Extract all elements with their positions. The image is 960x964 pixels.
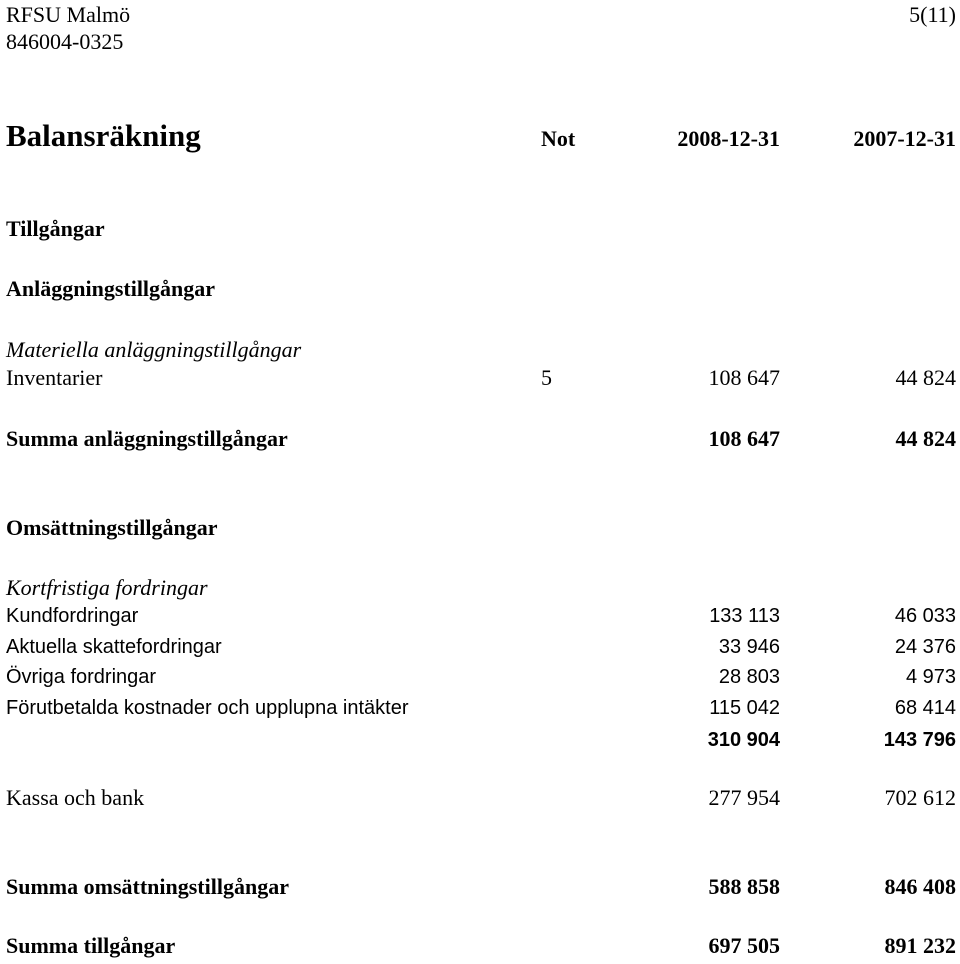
row-label-sum-current-assets: Summa omsättningstillgångar bbox=[6, 874, 289, 899]
row-label: Aktuella skattefordringar bbox=[6, 636, 222, 658]
section-heading-current-assets: Omsättningstillgångar bbox=[6, 515, 218, 540]
row-value-2008: 108 647 bbox=[708, 365, 780, 390]
row-value-2008: 133 113 bbox=[709, 605, 780, 627]
row-value-2007: 46 033 bbox=[894, 605, 956, 627]
organization-number: 846004-0325 bbox=[6, 29, 124, 54]
row-value-2007: 44 824 bbox=[895, 365, 956, 390]
row-note-inventory: 5 bbox=[541, 365, 552, 390]
subtotal-value-2007: 143 796 bbox=[883, 729, 956, 751]
page-number: 5(11) bbox=[909, 2, 956, 27]
section-heading-fixed-assets: Anläggningstillgångar bbox=[6, 276, 216, 301]
row-value-2007: 846 408 bbox=[884, 874, 956, 899]
row-value-2008: 115 042 bbox=[709, 697, 780, 719]
row-value-2007: 891 232 bbox=[884, 933, 956, 958]
row-value-2008: 697 505 bbox=[708, 933, 780, 958]
row-label: Kundfordringar bbox=[6, 605, 139, 627]
row-label-cash: Kassa och bank bbox=[6, 785, 145, 810]
row-value-2007: 24 376 bbox=[894, 636, 956, 658]
row-value-2008: 28 803 bbox=[718, 666, 780, 688]
row-value-2008: 108 647 bbox=[708, 426, 780, 451]
row-value-2008: 588 858 bbox=[708, 874, 780, 899]
row-label-inventory: Inventarier bbox=[6, 365, 103, 390]
row-value-2007: 44 824 bbox=[895, 426, 956, 451]
row-value-2008: 277 954 bbox=[708, 785, 780, 810]
row-value-2007: 702 612 bbox=[884, 785, 956, 810]
page-title: Balansräkning bbox=[6, 118, 201, 153]
row-label: Förutbetalda kostnader och upplupna intäkter bbox=[6, 697, 409, 719]
column-header-2008: 2008-12-31 bbox=[677, 126, 780, 151]
row-value-2007: 68 414 bbox=[894, 697, 956, 719]
subheading-tangible-fixed-assets: Materiella anläggningstillgångar bbox=[6, 337, 302, 362]
organization-name: RFSU Malmö bbox=[6, 2, 131, 27]
row-label-sum-assets: Summa tillgångar bbox=[6, 933, 176, 958]
row-value-2008: 33 946 bbox=[718, 636, 780, 658]
subtotal-value-2008: 310 904 bbox=[707, 729, 780, 751]
section-heading-assets: Tillgångar bbox=[6, 216, 105, 241]
column-header-note: Not bbox=[541, 126, 576, 151]
column-header-2007: 2007-12-31 bbox=[853, 126, 956, 151]
subheading-short-term-receivables: Kortfristiga fordringar bbox=[6, 575, 208, 600]
row-label-sum-fixed-assets: Summa anläggningstillgångar bbox=[6, 426, 288, 451]
row-value-2007: 4 973 bbox=[905, 666, 956, 688]
row-label: Övriga fordringar bbox=[6, 666, 157, 688]
